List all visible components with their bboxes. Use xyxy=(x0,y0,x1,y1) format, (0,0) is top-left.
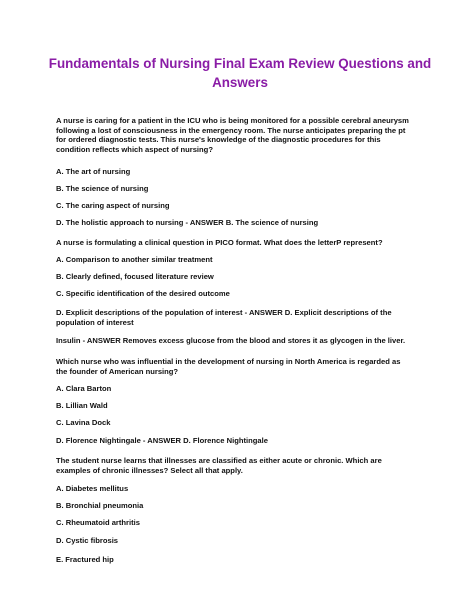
text-line: The student nurse learns that illnesses are classified as either acute or chronic. Which are xyxy=(56,456,382,465)
option-4b xyxy=(56,501,426,511)
option-1b xyxy=(56,184,426,194)
text-line: B. The science of nursing xyxy=(56,184,149,193)
option-1d xyxy=(56,218,426,228)
question-4 xyxy=(56,456,426,475)
text-line: Which nurse who was influential in the development of nursing in North America is regarded as xyxy=(56,357,401,366)
option-2d xyxy=(56,308,426,327)
text-line: D. Florence Nightingale - ANSWER D. Florence Nightingale xyxy=(56,436,268,445)
text-line: for ordered diagnostic tests. This nurse's knowledge of the diagnostic procedures for this xyxy=(56,135,381,145)
text-line: C. The caring aspect of nursing xyxy=(56,201,170,210)
text-line: examples of chronic illnesses? Select all that apply. xyxy=(56,465,243,475)
option-2b xyxy=(56,272,426,282)
text-line: following a lost of consciousness in the emergency room. The nurse anticipates preparing the pt xyxy=(56,125,406,135)
text-line: A nurse is caring for a patient in the ICU who is being monitored for a possible cerebral aneurysm xyxy=(56,116,409,125)
text-line: A. The art of nursing xyxy=(56,167,131,176)
text-line: population of interest xyxy=(56,317,134,327)
text-line: D. Explicit descriptions of the population of interest - ANSWER D. Explicit descriptions of the xyxy=(56,308,392,317)
text-line: Insulin - ANSWER Removes excess glucose from the blood and stores it as glycogen in the liver. xyxy=(56,336,406,345)
option-3a xyxy=(56,384,426,394)
text-line: B. Clearly defined, focused literature review xyxy=(56,272,214,281)
text-line: D. The holistic approach to nursing - ANSWER B. The science of nursing xyxy=(56,218,319,227)
title-line: Answers xyxy=(212,75,268,90)
text-line: A. Clara Barton xyxy=(56,384,112,393)
option-3c xyxy=(56,418,426,428)
option-3d xyxy=(56,436,426,446)
text-line: C. Specific identification of the desired outcome xyxy=(56,289,230,298)
insulin-item xyxy=(56,336,426,346)
text-line: A. Diabetes mellitus xyxy=(56,484,129,493)
option-4a xyxy=(56,484,426,494)
text-line: B. Lillian Wald xyxy=(56,401,108,410)
text-line: the founder of American nursing? xyxy=(56,366,179,376)
question-3 xyxy=(56,357,426,376)
text-line: C. Rheumatoid arthritis xyxy=(56,518,140,527)
text-line: C. Lavina Dock xyxy=(56,418,111,427)
document-title xyxy=(40,54,440,92)
option-1a xyxy=(56,167,426,177)
text-line: A. Comparison to another similar treatment xyxy=(56,255,213,264)
option-4c xyxy=(56,518,426,528)
text-line: A nurse is formulating a clinical question in PICO format. What does the letterP represent? xyxy=(56,238,383,247)
text-line: B. Bronchial pneumonia xyxy=(56,501,144,510)
option-2c xyxy=(56,289,426,299)
option-4d xyxy=(56,536,426,546)
text-line: condition reflects which aspect of nursing? xyxy=(56,144,213,154)
option-2a xyxy=(56,255,426,265)
option-3b xyxy=(56,401,426,411)
question-1 xyxy=(56,116,426,154)
option-4e xyxy=(56,555,426,565)
text-line: D. Cystic fibrosis xyxy=(56,536,119,545)
title-line: Fundamentals of Nursing Final Exam Review Questions and xyxy=(48,56,432,71)
option-1c xyxy=(56,201,426,211)
question-2 xyxy=(56,238,426,248)
text-line: E. Fractured hip xyxy=(56,555,114,564)
